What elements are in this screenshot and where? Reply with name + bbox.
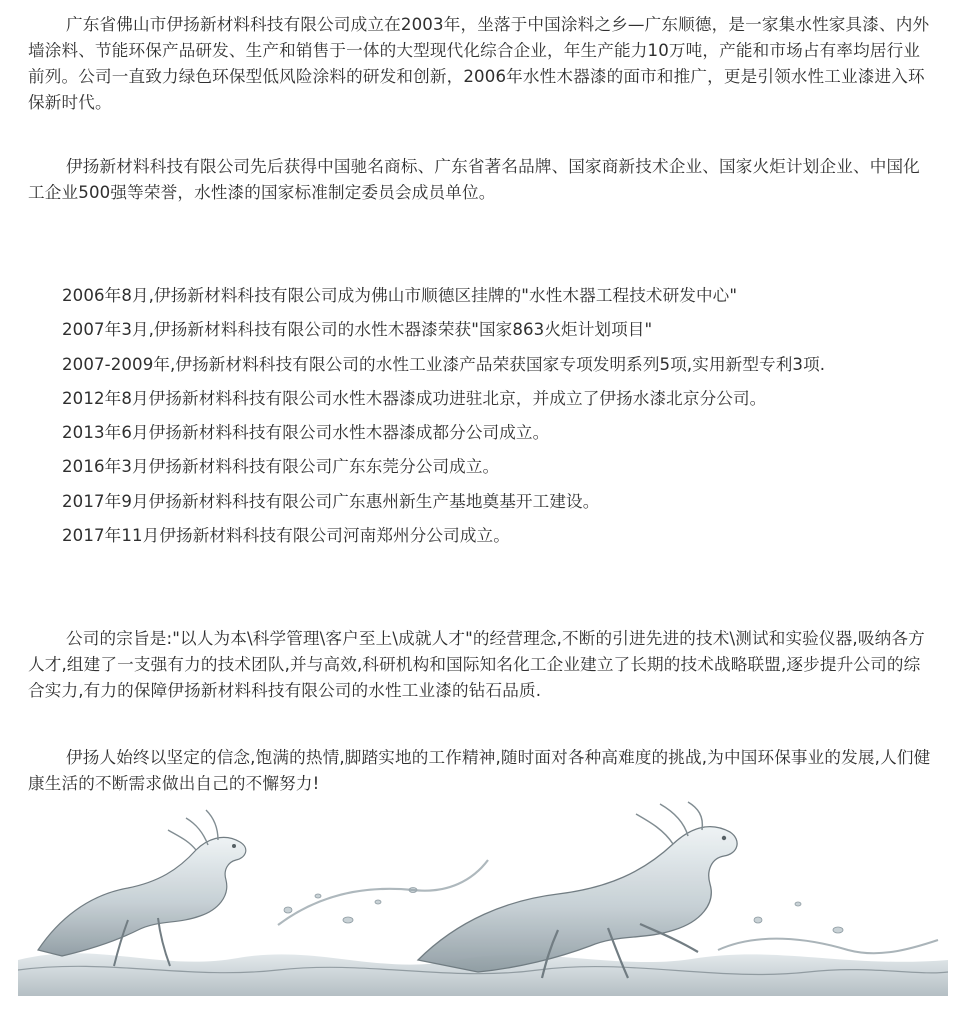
milestone-item: 2013年6月伊扬新材料科技有限公司水性木器漆成都分公司成立。 [62,423,550,443]
milestone-item: 2007-2009年,伊扬新材料科技有限公司的水性工业漆产品荣获国家专项发明系列5项,实用新型专利3项. [62,354,826,374]
left-horse-splash [38,810,246,966]
milestone-list [62,283,825,557]
milestone-item: 2016年3月伊扬新材料科技有限公司广东东莞分公司成立。 [62,457,500,477]
milestone-item: 2012年8月伊扬新材料科技有限公司水性木器漆成功进驻北京，并成立了伊扬水漆北京分公司。 [62,388,767,408]
middle-splash-streak [278,860,488,925]
water-splash-horses-image [18,800,948,996]
honors-paragraph: 伊扬新材料科技有限公司先后获得中国驰名商标、广东省著名品牌、国家商新技术企业、国家火炬计划企业、中国化工企业500强等荣誉，水性漆的国家标准制定委员会成员单位。 [28,157,920,202]
water-splash-graphic [18,800,948,996]
milestone-item: 2017年9月伊扬新材料科技有限公司广东惠州新生产基地奠基开工建设。 [62,491,600,511]
milestone-item: 2017年11月伊扬新材料科技有限公司河南郑州分公司成立。 [62,526,510,546]
intro-paragraph: 广东省佛山市伊扬新材料科技有限公司成立在2003年，坐落于中国涂料之乡—广东顺德，是一家集水性家具漆、内外墙涂料、节能环保产品研发、生产和销售于一体的大型现代化综合企业，年生产能力10万吨，产能和市场占有率均居行业前列。公司一直致力绿色环保型低风险涂料的研发和创新，2006年水性木器漆的面市和推广，更是引领水性工业漆进入环保新时代。 [28,15,930,112]
spirit-paragraph: 伊扬人始终以坚定的信念,饱满的热情,脚踏实地的工作精神,随时面对各种高难度的挑战,为中国环保事业的发展,人们健康生活的不断需求做出自己的不懈努力! [28,748,931,793]
mission-paragraph: 公司的宗旨是:"以人为本\科学管理\客户至上\成就人才"的经营理念,不断的引进先进的技术\测试和实验仪器,吸纳各方人才,组建了一支强有力的技术团队,并与高效,科研机构和国际知名化工企业建立了长期的技术战略联盟,逐步提升公司的综合实力,有力的保障伊扬新材料科技有限公司的水性工业漆的钻石品质. [28,629,925,700]
milestone-item: 2007年3月,伊扬新材料科技有限公司的水性木器漆荣获"国家863火炬计划项目" [62,320,653,340]
milestone-item: 2006年8月,伊扬新材料科技有限公司成为佛山市顺德区挂牌的"水性木器工程技术研发中心" [62,286,738,305]
right-horse-splash [418,802,737,978]
right-trailing-splash [718,939,938,954]
